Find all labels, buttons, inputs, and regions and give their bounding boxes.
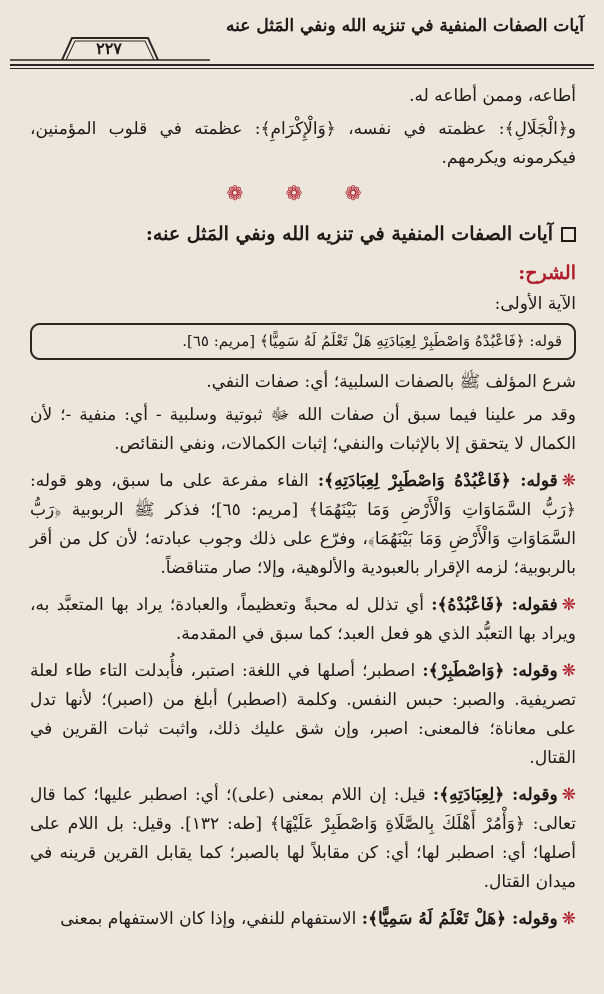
section-heading: [30, 220, 576, 249]
paragraph: شرع المؤلف ﷺ بالصفات السلبية؛ أي: صفات النفي.: [206, 372, 576, 392]
commentary-paragraph: [30, 591, 576, 649]
bullet-icon: ❋: [561, 785, 576, 805]
bullet-icon: ❋: [561, 595, 577, 615]
sharh-label: الشرح:: [518, 262, 576, 284]
quote-lead: وقوله: ﴿وَاصْطَبِرْ﴾:: [422, 661, 558, 681]
bullet-icon: ❋: [561, 909, 576, 929]
commentary-text: أي تذلل له محبةً وتعظيماً، والعبادة؛ يراد بها المتعبَّد به، ويراد بها التعبُّد الذي هو فعل العبد؛ كما سبق في المقدمة.: [30, 595, 576, 644]
page-number: ٢٢٧: [96, 39, 122, 58]
bullet-icon: ❋: [561, 471, 577, 491]
text-line: أطاعه، وممن أطاعه له.: [409, 86, 576, 106]
commentary-paragraph: [30, 467, 576, 583]
paragraph: و﴿الْجَلَالِ﴾: عظمته في نفسه، ﴿وَالْإِكْرَامِ﴾: عظمته في قلوب المؤمنين، فيكرمونه ويكرمهم.: [30, 119, 576, 168]
ayah-label: الآية الأولى:: [494, 294, 576, 314]
quote-lead: فقوله: ﴿فَاعْبُدْهُ﴾:: [431, 595, 558, 615]
ayah-box: قوله: ﴿فَاعْبُدْهُ وَاصْطَبِرْ لِعِبَادَتِهِ هَلْ تَعْلَمُ لَهُ سَمِيًّا﴾ [مريم: ٦٥].: [30, 323, 576, 360]
bullet-icon: ❋: [561, 661, 576, 681]
quote-lead: قوله: ﴿فَاعْبُدْهُ وَاصْطَبِرْ لِعِبَادَتِهِ﴾:: [317, 471, 558, 491]
commentary-paragraph: [30, 657, 576, 773]
header-rule: [10, 64, 594, 66]
page-header: [10, 6, 594, 68]
square-bullet-icon: [561, 227, 576, 242]
header-rule-thin: [10, 68, 594, 69]
commentary-text: الاستفهام للنفي، وإذا كان الاستفهام بمعنى: [60, 909, 357, 929]
separator-stars: ❁ ❁ ❁: [226, 181, 380, 205]
running-title: آيات الصفات المنفية في تنزيه الله ونفي المَثل عنه: [226, 16, 584, 36]
commentary-text: اصطبر؛ أصلها في اللغة: اصتبر، فأُبدلت التاء طاء لعلة تصريفية. والصبر: حبس النفس. وكلمة (اصطبر) أبلغ من (اصبر)؛ لأنها تدل على معاناة؛ فالمعنى: اصبر، وإن شق عليك ذلك، واثبت ثبات القرين في القتال.: [30, 661, 576, 768]
commentary-text: الفاء مفرعة على ما سبق، وهو قوله: ﴿رَبُّ السَّمَاوَاتِ وَالْأَرْضِ وَمَا بَيْنَهُمَا﴾ [مريم: ٦٥]؛ فذكر ﷺ الربوبية ﴿رَبُّ السَّمَاوَاتِ وَالْأَرْضِ وَمَا بَيْنَهُمَا﴾، وفرّع على ذلك وجوب عبادته؛ لأن كل من أقر بالربوبية؛ لزمه الإقرار بالعبودية والألوهية، وإلا؛ صار متناقضاً.: [30, 471, 577, 578]
page-body: [30, 82, 576, 938]
section-title: آيات الصفات المنفية في تنزيه الله ونفي المَثل عنه:: [145, 223, 553, 245]
commentary-paragraph: [30, 781, 576, 897]
commentary-text: قيل: إن اللام بمعنى (على)؛ أي: اصطبر عليها؛ كما قال تعالى: ﴿وَأْمُرْ أَهْلَكَ بِالصَّلَاةِ وَاصْطَبِرْ عَلَيْهَا﴾ [طه: ١٣٢]. وقيل: بل اللام على أصلها؛ أي: اصطبر لها؛ أي: كن مقابلاً لها بالصبر؛ كما يقابل القرين قرينه في ميدان القتال.: [30, 785, 576, 892]
paragraph: وقد مر علينا فيما سبق أن صفات الله ﷻ ثبوتية وسلبية - أي: منفية -؛ لأن الكمال لا يتحقق إلا بالإثبات والنفي؛ إثبات الكمالات، ونفي النقائص.: [30, 405, 576, 454]
quote-lead: وقوله: ﴿هَلْ تَعْلَمُ لَهُ سَمِيًّا﴾:: [361, 909, 558, 929]
commentary-paragraph: [30, 905, 576, 934]
quote-lead: وقوله: ﴿لِعِبَادَتِهِ﴾:: [432, 785, 558, 805]
